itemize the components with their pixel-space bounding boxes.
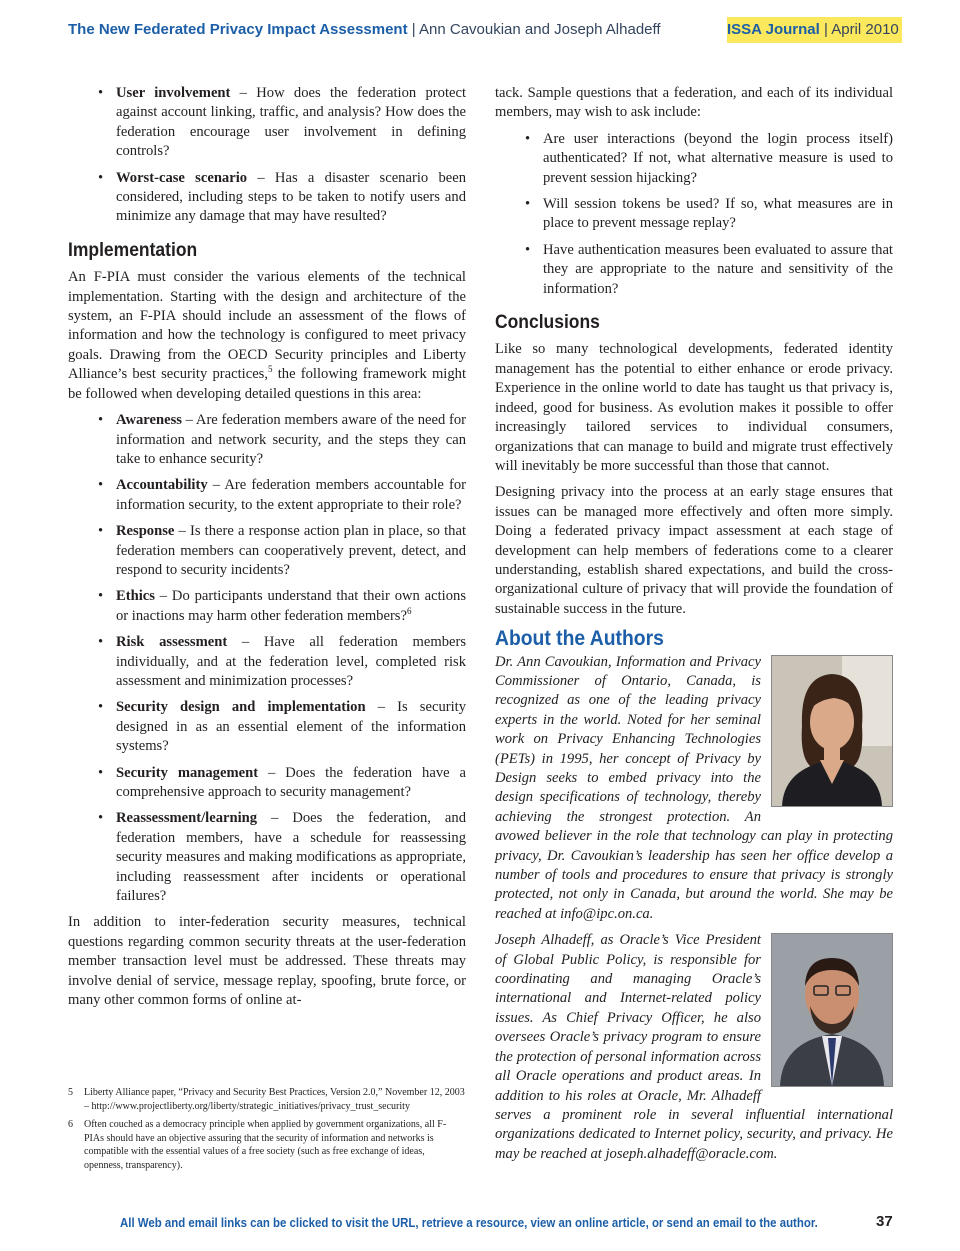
footnote-text[interactable]: Liberty Alliance paper, “Privacy and Security Best Practices, Version 2.0,” November 12, 2003 – http://www.projectliberty.org/liberty/strategic_initiatives/privacy_trust_security bbox=[84, 1087, 465, 1112]
header-authors: Ann Cavoukian and Joseph Alhadeff bbox=[419, 21, 661, 38]
bio-alhadeff-text: Joseph Alhadeff, as Oracle’s Vice President of Global Public Policy, is responsible for coordinating and managing Oracle’s international and Internet-related policy issues. As Chief Privacy Officer, he also oversees Oracle’s privacy program to ensure the protection of personal information across all Oracle operations and product areas. In addition to his roles at Oracle, Mr. Alhadeff serves a prominent role in several influential international organizations dedicated to Internet policy, security, and privacy. He may be reached at joseph.alhadeff@oracle.com. bbox=[495, 932, 893, 1162]
list-item bbox=[68, 522, 466, 580]
list-item bbox=[68, 587, 466, 626]
author-photo-alhadeff bbox=[771, 933, 893, 1087]
implementation-intro bbox=[68, 268, 466, 404]
list-item-term: Security management bbox=[116, 764, 259, 781]
questions-list bbox=[495, 130, 893, 299]
author-bio-cavoukian bbox=[495, 653, 893, 925]
intro-text: An F-PIA must consider the various elements of the technical implementation. Starting with the design and architecture of the system, an F-PIA should include an assessment of the flows of information and how the technology is configured to meet privacy goals. Drawing from the OECD Security principles and Liberty Alliance’s best security practices, bbox=[68, 269, 466, 383]
about-authors-heading: About the Authors bbox=[495, 627, 664, 651]
page-number: 37 bbox=[876, 1213, 893, 1230]
list-item-text: – Is there a response action plan in place, so that federation members can cooperatively prevent, detect, and respond to security incidents? bbox=[116, 523, 466, 578]
list-item-term: Accountability bbox=[116, 477, 208, 494]
list-item bbox=[68, 698, 466, 756]
list-item-term: Worst-case scenario bbox=[116, 169, 248, 186]
intro-text-end: the following framework might be followed when developing detailed questions in this area: bbox=[68, 366, 467, 402]
header-journal-name: ISSA Journal bbox=[727, 21, 820, 38]
list-item bbox=[68, 633, 466, 691]
running-header bbox=[60, 17, 902, 43]
list-item bbox=[68, 476, 466, 515]
list-item bbox=[68, 169, 466, 227]
list-item-term: Security design and implementation bbox=[116, 699, 366, 716]
list-item-text: – Are federation members aware of the need for information and network security, and the steps they can take to enhance security? bbox=[116, 412, 466, 467]
footnote-number: 5 bbox=[68, 1087, 73, 1098]
implementation-heading: Implementation bbox=[68, 239, 198, 261]
conclusions-paragraph: Designing privacy into the process at an early stage ensures that issues can be managed more effectively and often more simply. Doing a federated privacy impact assessment at each stage of development can help members of federations come to a clearer understanding, establish shared expectations, and build the cross-organizational culture of privacy that will provide the foundation of sustainable success in the future. bbox=[495, 484, 893, 617]
list-item-term: User involvement bbox=[116, 85, 231, 101]
header-separator: | bbox=[407, 21, 419, 38]
implementation-bullet-list bbox=[68, 411, 466, 906]
list-item: • Are user interactions (beyond the login process itself) authenticated? If not, what alternative measure is used to prevent session hijacking? bbox=[495, 130, 893, 188]
footnote-ref-5[interactable]: 5 bbox=[268, 364, 273, 375]
portrait-man-icon bbox=[772, 934, 892, 1086]
right-column bbox=[495, 84, 893, 1171]
continuation-paragraph: tack. Sample questions that a federation, and each of its individual members, may wish to ask include: bbox=[495, 85, 893, 121]
list-item: • Will session tokens be used? If so, what measures are in place to prevent message replay? bbox=[495, 195, 893, 234]
bio-cavoukian-text: Dr. Ann Cavoukian, Information and Privacy Commissioner of Ontario, Canada, is recognized as one of the leading privacy experts in the world. Noted for her seminal work on Privacy Enhancing Technologies (PETs) in 1995, her concept of Privacy by Design seeks to embed privacy into the design specifications of technology, thereby achieving the strongest protection. An avowed believer in the role that technology can play in protecting privacy, Dr. Cavoukian’s leadership has seen her office develop a number of tools and procedures to ensure that privacy is strongly protected, not only in Canada, but around the world. She may be reached at info@ipc.on.ca. bbox=[495, 653, 893, 922]
list-item-text: – Have all federation members individually, and at the federation level, completed risk assessment and minimization processes? bbox=[116, 634, 467, 689]
conclusions-heading: Conclusions bbox=[495, 312, 600, 334]
left-column bbox=[68, 84, 466, 1017]
list-item-term: Response bbox=[116, 523, 175, 540]
conclusions-paragraph: Like so many technological developments, federated identity management has the potential to either enhance or erode privacy. Experience in the online world to date has taught us that privacy is, indeed, good for business. As evolution makes it possible to offer increasingly tailored services to individual consumers, organizations that can manage to build and migrate trust effectively will inevitably be more successful than those that cannot. bbox=[495, 341, 893, 474]
header-journal-info bbox=[727, 17, 902, 43]
footnote-5 bbox=[68, 1086, 466, 1113]
header-issue-date: April 2010 bbox=[831, 21, 899, 38]
list-item-text: – Does the federation, and federation members, have a schedule for reassessing security measures and making modifications as appropriate, including reassessment after incidents or operational failures? bbox=[116, 810, 466, 905]
author-photo-cavoukian bbox=[771, 655, 893, 807]
header-separator-2: | bbox=[819, 21, 832, 38]
header-article-info bbox=[60, 17, 661, 43]
implementation-closing: In addition to inter-federation security measures, technical questions regarding common security threats at the user-federation member transaction level must be addressed. These threats may involve denial of service, message replay, spoofing, brute force, or many other common forms of online at- bbox=[68, 914, 466, 1009]
footnote-ref-6[interactable]: 6 bbox=[406, 605, 412, 616]
list-item bbox=[68, 411, 466, 469]
list-item bbox=[68, 84, 466, 162]
list-item: • Have authentication measures been evaluated to assure that they are appropriate to the nature and sensitivity of the information? bbox=[495, 241, 893, 299]
footnote-number: 6 bbox=[68, 1119, 73, 1130]
list-item-text: – Has a disaster scenario been considered, including steps to be taken to notify users and minimize any damage that may have resulted? bbox=[116, 169, 467, 225]
list-item-term: Awareness bbox=[116, 412, 182, 429]
list-item-text: – Is security designed in as an essential element of the information systems? bbox=[116, 699, 467, 755]
author-bio-alhadeff bbox=[495, 931, 893, 1164]
list-item-text: – How does the federation protect against account linking, traffic, and analysis? How does the federation encourage user involvement in defining controls? bbox=[116, 85, 467, 160]
list-item bbox=[68, 764, 466, 803]
list-item-term: Risk assessment bbox=[116, 634, 228, 651]
footer-note: All Web and email links can be clicked to visit the URL, retrieve a resource, view an online article, or send an email to the author. bbox=[120, 1215, 818, 1230]
footnote-6 bbox=[68, 1118, 466, 1172]
header-article-title: The New Federated Privacy Impact Assessment bbox=[68, 21, 408, 38]
list-item-term: Ethics bbox=[116, 588, 155, 605]
footnotes bbox=[68, 1086, 466, 1177]
top-bullet-list bbox=[68, 84, 466, 227]
list-item-text: – Does the federation have a comprehensive approach to security management? bbox=[116, 764, 467, 800]
portrait-woman-icon bbox=[772, 656, 892, 806]
footnote-text: Often couched as a democracy principle when applied by government organizations, all F-PIAs should have an objective assuring that the security of information and networks is compatible with the essential values of a free society (such as free exchange of ideas, openness, transparency). bbox=[84, 1119, 447, 1171]
list-item bbox=[68, 809, 466, 906]
list-item-text: – Do participants understand that their own actions or inactions may harm other federation members? bbox=[116, 588, 466, 624]
list-item-text: – Are federation members accountable for information security, to the extent appropriate to their role? bbox=[116, 477, 466, 513]
list-item-term: Reassessment/learning bbox=[116, 810, 258, 827]
